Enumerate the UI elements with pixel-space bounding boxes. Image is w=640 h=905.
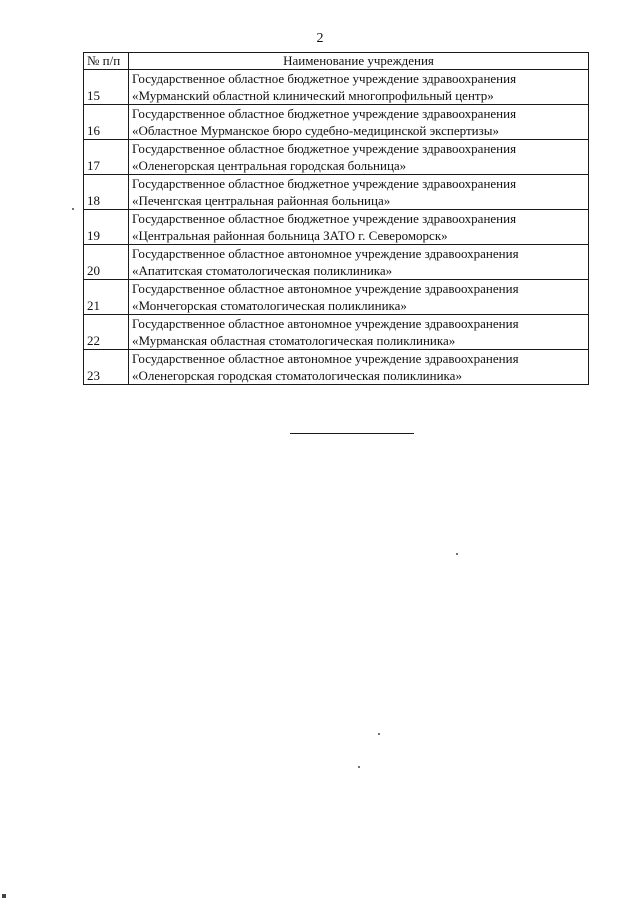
- institution-type: Государственное областное бюджетное учреждение здравоохранения: [132, 71, 517, 86]
- row-number: 17: [84, 140, 129, 175]
- institution-title: «Мурманский областной клинический многопрофильный центр»: [132, 88, 494, 103]
- institution-title: «Областное Мурманское бюро судебно-медицинской экспертизы»: [132, 123, 499, 138]
- end-of-list-divider: [290, 433, 414, 434]
- institution-title: «Мончегорская стоматологическая поликлиника»: [132, 298, 407, 313]
- table-header-row: [84, 53, 589, 70]
- row-number: 20: [84, 245, 129, 280]
- column-header-name: Наименование учреждения: [129, 53, 589, 70]
- institution-type: Государственное областное автономное учреждение здравоохранения: [132, 281, 519, 296]
- table-row: [84, 350, 589, 385]
- table-row: [84, 280, 589, 315]
- institution-title: «Печенгская центральная районная больница»: [132, 193, 391, 208]
- row-number: 22: [84, 315, 129, 350]
- institution-type: Государственное областное бюджетное учреждение здравоохранения: [132, 106, 517, 121]
- institution-title: «Оленегорская городская стоматологическая поликлиника»: [132, 368, 462, 383]
- institution-type: Государственное областное автономное учреждение здравоохранения: [132, 316, 519, 331]
- institution-type: Государственное областное автономное учреждение здравоохранения: [132, 351, 519, 366]
- row-number: 23: [84, 350, 129, 385]
- table-row: [84, 140, 589, 175]
- scan-speck: [378, 733, 380, 735]
- row-number: 19: [84, 210, 129, 245]
- table-row: [84, 175, 589, 210]
- institutions-table: [83, 52, 589, 385]
- institution-name: [129, 140, 589, 175]
- table-row: [84, 70, 589, 105]
- institution-type: Государственное областное бюджетное учреждение здравоохранения: [132, 141, 517, 156]
- institution-title: «Апатитская стоматологическая поликлиника»: [132, 263, 393, 278]
- institution-type: Государственное областное автономное учреждение здравоохранения: [132, 246, 519, 261]
- table-row: [84, 245, 589, 280]
- row-number: 18: [84, 175, 129, 210]
- institution-name: [129, 315, 589, 350]
- row-number: 21: [84, 280, 129, 315]
- institution-name: [129, 210, 589, 245]
- table-row: [84, 315, 589, 350]
- table-row: [84, 105, 589, 140]
- row-number: 16: [84, 105, 129, 140]
- table-row: [84, 210, 589, 245]
- scan-speck: [456, 553, 458, 555]
- institution-name: [129, 280, 589, 315]
- institution-type: Государственное областное бюджетное учреждение здравоохранения: [132, 211, 517, 226]
- institution-name: [129, 175, 589, 210]
- scan-speck: [72, 208, 74, 210]
- institution-name: [129, 105, 589, 140]
- institution-title: «Мурманская областная стоматологическая поликлиника»: [132, 333, 456, 348]
- column-header-number: № п/п: [84, 53, 129, 70]
- institution-name: [129, 70, 589, 105]
- institution-title: «Оленегорская центральная городская больница»: [132, 158, 407, 173]
- row-number: 15: [84, 70, 129, 105]
- institution-type: Государственное областное бюджетное учреждение здравоохранения: [132, 176, 517, 191]
- page-number: 2: [316, 31, 324, 46]
- institution-title: «Центральная районная больница ЗАТО г. Североморск»: [132, 228, 448, 243]
- institution-name: [129, 245, 589, 280]
- institution-name: [129, 350, 589, 385]
- scan-speck: [2, 894, 6, 898]
- scan-speck: [358, 766, 360, 768]
